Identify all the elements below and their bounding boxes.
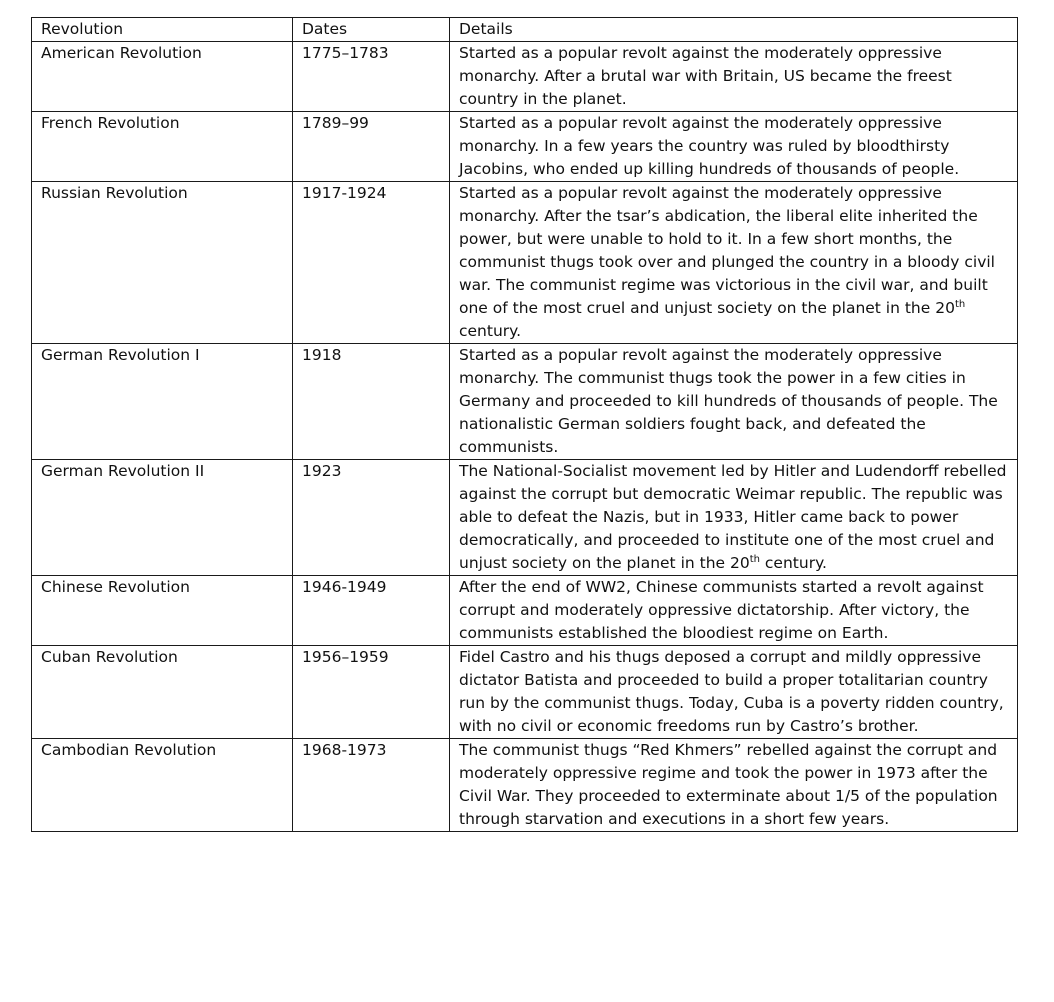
- ordinal-suffix: th: [749, 553, 760, 565]
- revolution-cell: German Revolution II: [32, 460, 293, 576]
- details-text-end: century.: [459, 322, 522, 340]
- details-text: The National-Socialist movement led by Hitler and Ludendorff rebelled against the corrupt but democratic Weimar republic. The republic was able to defeat the Nazis, but in 1933, Hitler came back to power democratically, and proceeded to institute one of the most cruel and unjust society on the planet in the 20: [459, 462, 1007, 572]
- revolution-cell: American Revolution: [32, 42, 293, 112]
- table-row: [32, 344, 1018, 460]
- dates-cell: 1923: [293, 460, 450, 576]
- details-text: Started as a popular revolt against the moderately oppressive monarchy. After the tsar’s abdication, the liberal elite inherited the power, but were unable to hold to it. In a few short months, the communist thugs took over and plunged the country in a bloody civil war. The communist regime was victorious in the civil war, and built one of the most cruel and unjust society on the planet in the 20: [459, 184, 995, 317]
- table-row: [32, 739, 1018, 832]
- details-cell: Started as a popular revolt against the moderately oppressive monarchy. After a brutal war with Britain, US became the freest country in the planet.: [450, 42, 1018, 112]
- dates-cell: 1968-1973: [293, 739, 450, 832]
- table-row: [32, 112, 1018, 182]
- header-row: [32, 18, 1018, 42]
- revolution-cell: Cambodian Revolution: [32, 739, 293, 832]
- details-cell: After the end of WW2, Chinese communists started a revolt against corrupt and moderately oppressive dictatorship. After victory, the communists established the bloodiest regime on Earth.: [450, 576, 1018, 646]
- dates-cell: 1789–99: [293, 112, 450, 182]
- dates-cell: 1946-1949: [293, 576, 450, 646]
- revolution-cell: French Revolution: [32, 112, 293, 182]
- header-dates: Dates: [293, 18, 450, 42]
- details-cell: [450, 182, 1018, 344]
- table-row: [32, 460, 1018, 576]
- revolution-cell: German Revolution I: [32, 344, 293, 460]
- table-row: [32, 42, 1018, 112]
- table-row: [32, 646, 1018, 739]
- details-cell: Started as a popular revolt against the moderately oppressive monarchy. In a few years the country was ruled by bloodthirsty Jacobins, who ended up killing hundreds of thousands of people.: [450, 112, 1018, 182]
- ordinal-suffix: th: [954, 298, 966, 310]
- details-cell: [450, 460, 1018, 576]
- revolution-cell: Cuban Revolution: [32, 646, 293, 739]
- details-text-end: century.: [759, 554, 827, 572]
- table-row: [32, 576, 1018, 646]
- details-cell: The communist thugs “Red Khmers” rebelled against the corrupt and moderately oppressive regime and took the power in 1973 after the Civil War. They proceeded to exterminate about 1/5 of the population through starvation and executions in a short few years.: [450, 739, 1018, 832]
- revolutions-table: [31, 17, 1018, 832]
- details-cell: Fidel Castro and his thugs deposed a corrupt and mildly oppressive dictator Batista and proceeded to build a proper totalitarian country run by the communist thugs. Today, Cuba is a poverty ridden country, with no civil or economic freedoms run by Castro’s brother.: [450, 646, 1018, 739]
- details-cell: Started as a popular revolt against the moderately oppressive monarchy. The communist thugs took the power in a few cities in Germany and proceeded to kill hundreds of thousands of people. The nationalistic German soldiers fought back, and defeated the communists.: [450, 344, 1018, 460]
- dates-cell: 1956–1959: [293, 646, 450, 739]
- header-revolution: Revolution: [32, 18, 293, 42]
- header-details: Details: [450, 18, 1018, 42]
- revolution-cell: Russian Revolution: [32, 182, 293, 344]
- dates-cell: 1775–1783: [293, 42, 450, 112]
- revolution-cell: Chinese Revolution: [32, 576, 293, 646]
- dates-cell: 1917-1924: [293, 182, 450, 344]
- table-row: [32, 182, 1018, 344]
- dates-cell: 1918: [293, 344, 450, 460]
